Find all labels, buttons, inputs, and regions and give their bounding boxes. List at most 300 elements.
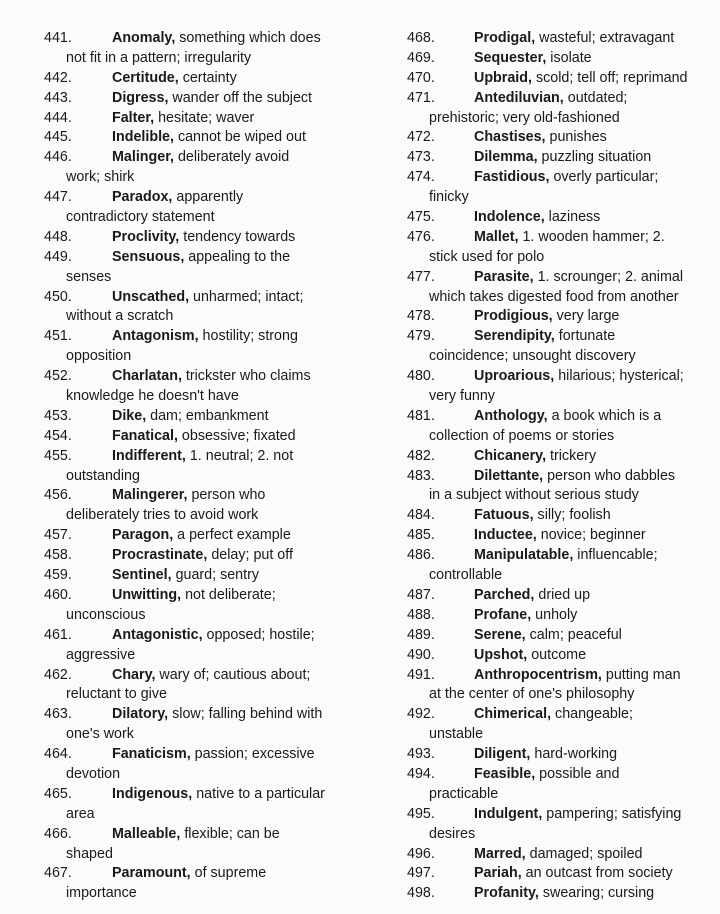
entry-text [112,148,289,168]
entry-definition: guard; sentry [171,567,260,584]
entry-continuation: knowledge he doesn't have [66,388,239,405]
vocab-entry [44,367,364,387]
entry-number: 448. [44,228,72,245]
entry-definition: a book which is a [547,407,662,424]
entry-text [112,626,315,646]
entry-text [474,268,683,288]
vocab-entry [407,128,712,148]
vocab-entry [407,765,712,785]
entry-text [112,69,237,89]
vocab-entry [44,29,364,49]
vocab-entry [407,467,712,487]
entry-continuation-line [407,486,712,506]
entry-text [112,128,306,148]
entry-number: 442. [44,69,72,86]
entry-number: 443. [44,89,72,106]
entry-definition: swearing; cursing [538,885,655,902]
vocab-entry [407,447,712,467]
entry-number: 477. [407,268,435,285]
vocab-entry [407,168,712,188]
entry-definition: 1. scrounger; 2. animal [533,268,684,285]
entry-text [112,288,304,308]
entry-continuation-line [44,307,364,327]
entry-definition: hesitate; waver [154,109,255,126]
entry-continuation: aggressive [66,646,136,663]
entry-term: Chicanery, [474,447,547,464]
entry-term: Dilettante, [474,467,544,484]
entry-definition: isolate [546,49,592,66]
entry-term: Malinger, [112,149,174,166]
vocab-entry [407,666,712,686]
entry-text [112,89,312,109]
entry-continuation-line [407,685,712,705]
entry-number: 486. [407,547,435,564]
entry-term: Anthology, [474,407,548,424]
entry-term: Proclivity, [112,228,180,245]
entry-term: Dilemma, [474,149,538,166]
entry-text [474,447,596,467]
entry-number: 490. [407,646,435,663]
entry-continuation: area [66,805,95,822]
vocab-entry [407,805,712,825]
vocab-entry [407,148,712,168]
entry-definition: wary of; cautious about; [155,666,311,683]
entry-text [112,327,298,347]
entry-text [474,606,577,626]
entry-continuation: controllable [429,567,503,584]
entry-text [474,506,611,526]
entry-text [112,447,293,467]
entry-number: 497. [407,865,435,882]
entry-definition: something which does [175,30,321,46]
entry-definition: hard-working [530,746,618,763]
entry-term: Fastidious, [474,169,550,186]
entry-definition: hostility; strong [198,328,298,345]
entry-number: 449. [44,248,72,265]
entry-text [474,765,619,785]
vocab-entry [44,109,364,129]
entry-term: Prodigious, [474,308,553,325]
entry-number: 475. [407,209,435,226]
entry-continuation-line [407,725,712,745]
entry-term: Indolence, [474,209,545,226]
entry-term: Anthropocentrism, [474,666,602,683]
entry-continuation-line [44,49,364,69]
entry-continuation-line [44,805,364,825]
entry-number: 450. [44,288,72,305]
entry-definition: puzzling situation [537,149,652,166]
entry-term: Antediluvian, [474,89,564,106]
entry-continuation: at the center of one's philosophy [429,686,635,703]
entry-text [112,486,265,506]
entry-number: 461. [44,626,72,643]
entry-term: Diligent, [474,746,531,763]
entry-term: Sensuous, [112,248,185,265]
entry-number: 458. [44,547,72,564]
entry-continuation-line [407,347,712,367]
entry-continuation-line [44,606,364,626]
entry-continuation: without a scratch [66,308,174,325]
entry-number: 485. [407,527,435,544]
entry-continuation: opposition [66,348,132,365]
vocab-entry [44,745,364,765]
entry-text [474,884,654,904]
entry-term: Sequester, [474,49,547,66]
vocab-entry [407,606,712,626]
vocab-entry [44,407,364,427]
entry-text [112,109,254,129]
entry-number: 493. [407,746,435,763]
entry-number: 454. [44,427,72,444]
entry-text [112,745,315,765]
entry-definition: deliberately avoid [173,149,290,166]
entry-number: 481. [407,407,435,424]
entry-continuation: outstanding [66,467,140,484]
entry-continuation: in a subject without serious study [429,487,639,504]
entry-definition: overly particular; [549,169,659,186]
entry-number: 470. [407,69,435,86]
entry-term: Fatuous, [474,507,534,524]
entry-number: 441. [44,30,72,46]
entry-continuation: prehistoric; very old-fashioned [429,109,620,126]
entry-term: Antagonism, [112,328,199,345]
entry-text [112,825,280,845]
entry-definition: of supreme [190,865,267,882]
entry-term: Profane, [474,606,532,623]
entry-term: Charlatan, [112,368,182,385]
vocab-entry [44,666,364,686]
vocab-entry [44,586,364,606]
entry-text [474,546,658,566]
vocab-entry [44,526,364,546]
entry-definition: opposed; hostile; [202,626,315,643]
entry-term: Chary, [112,666,156,683]
entry-term: Unscathed, [112,288,190,305]
entry-definition: damaged; spoiled [525,845,643,862]
vocab-entry [44,486,364,506]
entry-continuation-line [44,765,364,785]
entry-continuation-line [44,347,364,367]
entry-definition: hilarious; hysterical; [554,368,684,385]
vocab-entry [44,148,364,168]
entry-number: 451. [44,328,72,345]
vocab-entry [407,864,712,884]
entry-term: Chastises, [474,129,546,146]
vocab-entry [44,427,364,447]
entry-term: Mallet, [474,228,519,245]
left-column [44,29,364,904]
entry-continuation-line [407,566,712,586]
entry-continuation: coincidence; unsought discovery [429,348,636,365]
entry-number: 480. [407,368,435,385]
entry-continuation: unconscious [66,606,146,623]
entry-term: Indelible, [112,129,174,146]
entry-term: Certitude, [112,69,179,86]
entry-continuation-line [407,387,712,407]
entry-continuation-line [407,188,712,208]
entry-number: 455. [44,447,72,464]
vocab-entry [407,268,712,288]
entry-term: Fanatical, [112,427,178,444]
entry-definition: person who dabbles [543,467,676,484]
entry-text [112,407,269,427]
entry-text [474,666,681,686]
entry-continuation-line [44,387,364,407]
entry-term: Feasible, [474,765,536,782]
entry-continuation: desires [429,825,476,842]
entry-definition: pampering; satisfying [542,805,682,822]
entry-definition: native to a particular [192,785,325,802]
entry-text [474,646,586,666]
vocab-entry [407,49,712,69]
entry-definition: influencable; [573,547,658,564]
vocab-entry [407,327,712,347]
entry-text [112,546,293,566]
entry-term: Anomaly, [112,30,176,46]
entry-definition: person who [187,487,266,504]
entry-continuation: work; shirk [66,169,135,186]
vocab-entry [407,29,712,49]
entry-text [474,307,619,327]
entry-text [112,705,322,725]
entry-term: Unwitting, [112,586,182,603]
entry-definition: outcome [527,646,587,663]
entry-term: Prodigal, [474,30,536,46]
entry-text [474,845,643,865]
entry-number: 444. [44,109,72,126]
vocab-entry [44,785,364,805]
entry-continuation: not fit in a pattern; irregularity [66,49,252,66]
entry-definition: punishes [545,129,607,146]
entry-text [112,666,310,686]
entry-continuation-line [44,208,364,228]
vocab-entry [44,188,364,208]
vocab-entry [44,89,364,109]
entry-definition: silly; foolish [533,507,611,524]
entry-term: Inductee, [474,527,537,544]
entry-definition: flexible; can be [180,825,280,842]
entry-definition: very large [552,308,620,325]
entry-number: 473. [407,149,435,166]
entry-continuation-line [44,884,364,904]
entry-number: 447. [44,189,72,206]
entry-continuation-line [407,248,712,268]
vocab-entry [44,288,364,308]
vocab-entry [44,128,364,148]
entry-term: Fanaticism, [112,746,191,763]
entry-definition: wasteful; extravagant [535,30,675,46]
entry-number: 483. [407,467,435,484]
entry-continuation: collection of poems or stories [429,427,615,444]
entry-definition: unholy [531,606,578,623]
entry-term: Paradox, [112,189,173,206]
entry-text [112,526,291,546]
entry-term: Upshot, [474,646,528,663]
entry-number: 492. [407,706,435,723]
entry-definition: calm; peaceful [525,626,622,643]
entry-term: Indifferent, [112,447,186,464]
entry-number: 471. [407,89,435,106]
entry-number: 482. [407,447,435,464]
entry-term: Parched, [474,586,535,603]
entry-definition: fortunate [554,328,616,345]
entry-term: Uproarious, [474,368,555,385]
entry-number: 468. [407,30,435,46]
entry-definition: putting man [601,666,681,683]
entry-number: 467. [44,865,72,882]
entry-term: Marred, [474,845,526,862]
entry-text [474,128,607,148]
entry-definition: dam; embankment [146,407,269,424]
entry-text [112,785,325,805]
entry-number: 488. [407,606,435,623]
entry-definition: a perfect example [173,527,291,544]
entry-text [474,208,600,228]
vocab-entry [44,825,364,845]
vocab-entry [407,705,712,725]
entry-number: 460. [44,586,72,603]
entry-continuation: importance [66,885,137,902]
vocab-entry [407,506,712,526]
entry-definition: certainty [178,69,237,86]
entry-number: 479. [407,328,435,345]
entry-definition: unharmed; intact; [189,288,304,305]
vocab-entry [44,705,364,725]
entry-number: 498. [407,885,435,902]
right-column [407,29,712,904]
entry-text [474,805,681,825]
entry-number: 472. [407,129,435,146]
vocab-entry [407,626,712,646]
entry-continuation: deliberately tries to avoid work [66,507,259,524]
entry-continuation: finicky [429,189,469,206]
entry-continuation-line [44,845,364,865]
entry-definition: wander off the subject [168,89,313,106]
vocab-entry [407,307,712,327]
vocab-entry [44,864,364,884]
entry-definition: novice; beginner [536,527,646,544]
entry-definition: delay; put off [207,547,293,564]
entry-definition: appealing to the [184,248,291,265]
vocab-entry [407,69,712,89]
entry-term: Profanity, [474,885,539,902]
entry-text [474,228,665,248]
entry-continuation-line [44,646,364,666]
entry-text [474,864,673,884]
entry-text [474,467,675,487]
entry-definition: trickster who claims [181,368,311,385]
vocab-entry [44,566,364,586]
entry-term: Antagonistic, [112,626,203,643]
entry-text [474,745,617,765]
vocab-entry [44,69,364,89]
entry-text [474,29,674,49]
vocab-entry [407,586,712,606]
vocab-entry [407,526,712,546]
entry-definition: an outcast from society [521,865,673,882]
entry-term: Digress, [112,89,169,106]
vocab-entry [44,626,364,646]
entry-number: 453. [44,407,72,424]
entry-term: Indulgent, [474,805,543,822]
entry-text [474,626,622,646]
vocab-entry [407,367,712,387]
entry-number: 452. [44,368,72,385]
entry-definition: possible and [535,765,620,782]
vocab-entry [44,447,364,467]
entry-number: 489. [407,626,435,643]
entry-number: 491. [407,666,435,683]
entry-definition: cannot be wiped out [173,129,306,146]
entry-number: 494. [407,765,435,782]
entry-number: 469. [407,49,435,66]
entry-text [474,705,633,725]
entry-definition: obsessive; fixated [177,427,296,444]
entry-term: Dilatory, [112,706,169,723]
entry-continuation-line [44,725,364,745]
entry-text [474,69,687,89]
entry-term: Parasite, [474,268,534,285]
entry-text [474,367,684,387]
entry-definition: 1. wooden hammer; 2. [518,228,665,245]
entry-continuation: senses [66,268,112,285]
entry-term: Upbraid, [474,69,532,86]
entry-term: Falter, [112,109,155,126]
entry-definition: trickery [546,447,597,464]
vocab-entry [407,845,712,865]
entry-term: Procrastinate, [112,547,208,564]
entry-continuation: stick used for polo [429,248,545,265]
entry-number: 487. [407,586,435,603]
entry-number: 496. [407,845,435,862]
entry-continuation: unstable [429,726,484,743]
vocab-entry [44,546,364,566]
entry-term: Indigenous, [112,785,193,802]
entry-term: Chimerical, [474,706,552,723]
entry-text [112,566,259,586]
entry-continuation: reluctant to give [66,686,167,703]
entry-number: 464. [44,746,72,763]
vocab-entry [407,546,712,566]
entry-number: 476. [407,228,435,245]
entry-continuation-line [44,467,364,487]
entry-number: 474. [407,169,435,186]
entry-definition: 1. neutral; 2. not [185,447,294,464]
entry-continuation-line [407,288,712,308]
entry-number: 466. [44,825,72,842]
vocab-entry [44,248,364,268]
entry-text [474,49,592,69]
entry-term: Paramount, [112,865,191,882]
entry-number: 457. [44,527,72,544]
entry-text [474,148,651,168]
vocab-entry [407,745,712,765]
entry-continuation: contradictory statement [66,209,215,226]
entry-definition: outdated; [563,89,628,106]
vocab-entry [407,208,712,228]
vocab-entry [44,228,364,248]
entry-definition: laziness [544,209,601,226]
entry-text [112,188,243,208]
entry-term: Sentinel, [112,567,172,584]
entry-continuation-line [407,825,712,845]
vocab-entry [407,646,712,666]
entry-text [112,248,290,268]
entry-term: Serene, [474,626,526,643]
entry-term: Pariah, [474,865,522,882]
entry-text [474,586,590,606]
entry-term: Malingerer, [112,487,188,504]
